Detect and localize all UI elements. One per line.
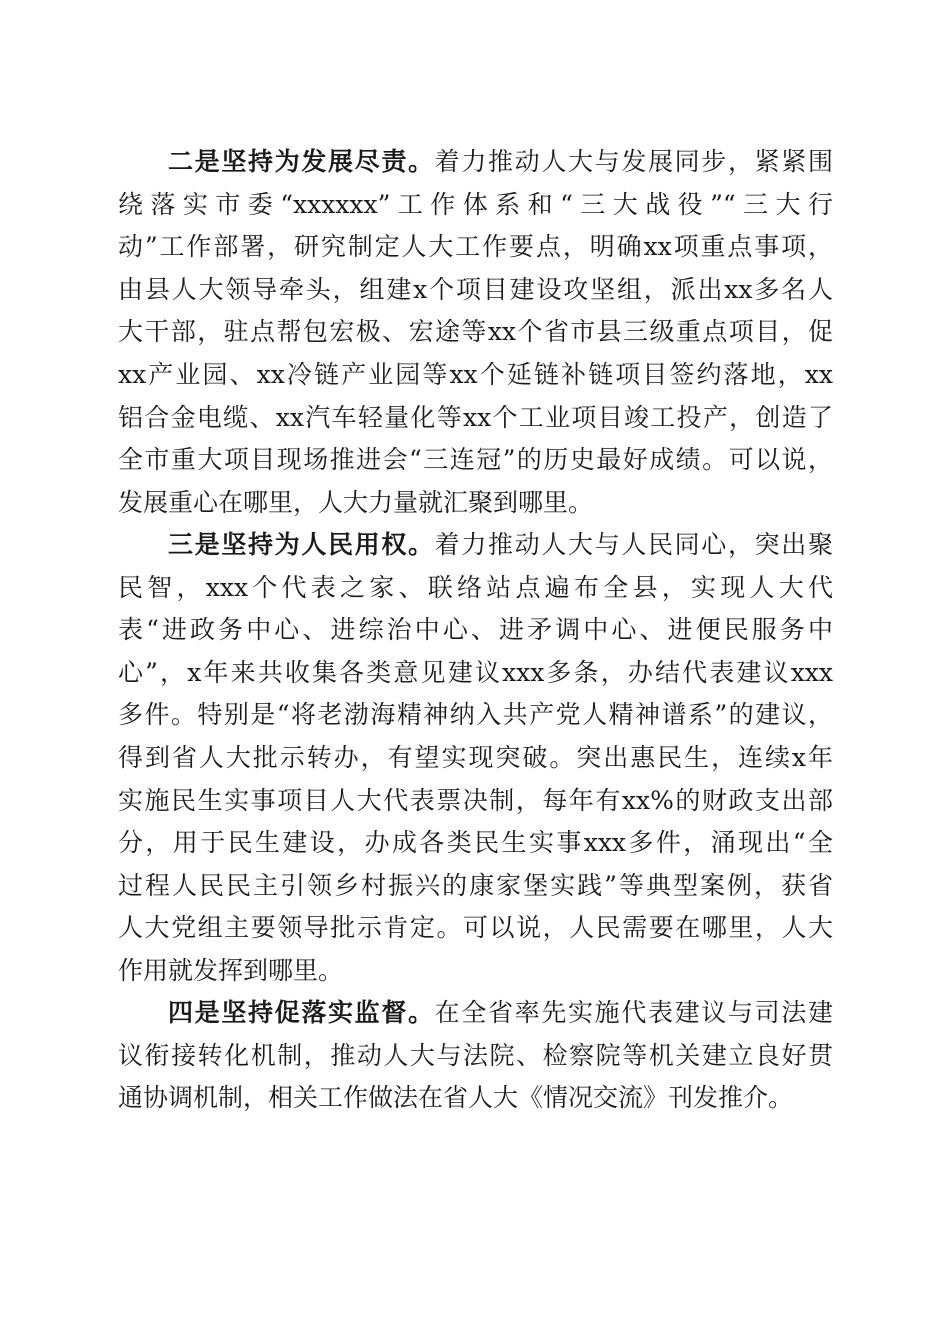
paragraph-lead: 三是坚持为人民用权。	[168, 530, 435, 559]
paragraph-line: 铝合金电缆、xx汽车轻量化等xx个工业项目竣工投产，创造了	[118, 402, 833, 432]
paragraph-line: 动”工作部署，研究制定人大工作要点，明确xx项重点事项，	[118, 232, 833, 262]
paragraph-line: 三是坚持为人民用权。着力推动人大与人民同心，突出聚	[168, 530, 833, 559]
paragraph-line: 多件。特别是“将老渤海精神纳入共产党人精神谱系”的建议，	[118, 700, 833, 730]
paragraph-line: 四是坚持促落实监督。在全省率先实施代表建议与司法建	[168, 998, 833, 1027]
paragraph-line: 人大党组主要领导批示肯定。可以说，人民需要在哪里，人大	[118, 913, 833, 943]
paragraph-line: 全市重大项目现场推进会“三连冠”的历史最好成绩。可以说，	[118, 445, 833, 475]
paragraph-line: 表“进政务中心、进综治中心、进矛调中心、进便民服务中	[118, 615, 833, 645]
paragraph-line: xx产业园、xx冷链产业园等xx个延链补链项目签约落地，xx	[118, 359, 833, 389]
paragraph-line: 分，用于民生建设，办成各类民生实事xxx多件，涌现出“全	[118, 828, 833, 858]
paragraph-line: 心”，x年来共收集各类意见建议xxx多条，办结代表建议xxx	[118, 657, 833, 687]
paragraph-line: 由县人大领导牵头，组建x个项目建设攻坚组，派出xx多名人	[118, 274, 833, 304]
paragraph-lead: 二是坚持为发展尽责。	[168, 147, 435, 176]
paragraph-line: 作用就发挥到哪里。	[118, 955, 344, 985]
paragraph-lead: 四是坚持促落实监督。	[168, 998, 435, 1027]
paragraph-line: 大干部，驻点帮包宏极、宏途等xx个省市县三级重点项目，促	[118, 317, 833, 347]
paragraph-line: 发展重心在哪里，人大力量就汇聚到哪里。	[118, 487, 594, 517]
paragraph-line: 通协调机制，相关工作做法在省人大《情况交流》刊发推介。	[118, 1083, 794, 1113]
paragraph-line: 二是坚持为发展尽责。着力推动人大与发展同步，紧紧围	[168, 147, 833, 176]
paragraph-line: 议衔接转化机制，推动人大与法院、检察院等机关建立良好贯	[118, 1040, 833, 1070]
paragraph-line: 实施民生实事项目人大代表票决制，每年有xx%的财政支出部	[118, 785, 833, 815]
paragraph-line: 过程人民民主引领乡村振兴的康家堡实践”等典型案例，获省	[118, 870, 833, 900]
paragraph-line: 得到省人大批示转办，有望实现突破。突出惠民生，连续x年	[118, 742, 833, 772]
paragraph-develop	[118, 141, 833, 524]
paragraph-line: 民智，xxx个代表之家、联络站点遍布全县，实现人大代	[118, 572, 833, 602]
paragraph-people	[118, 524, 833, 993]
paragraph-line: 绕落实市委“xxxxxx”工作体系和“三大战役”“三大行	[118, 189, 833, 219]
paragraph-supervision	[118, 992, 833, 1120]
